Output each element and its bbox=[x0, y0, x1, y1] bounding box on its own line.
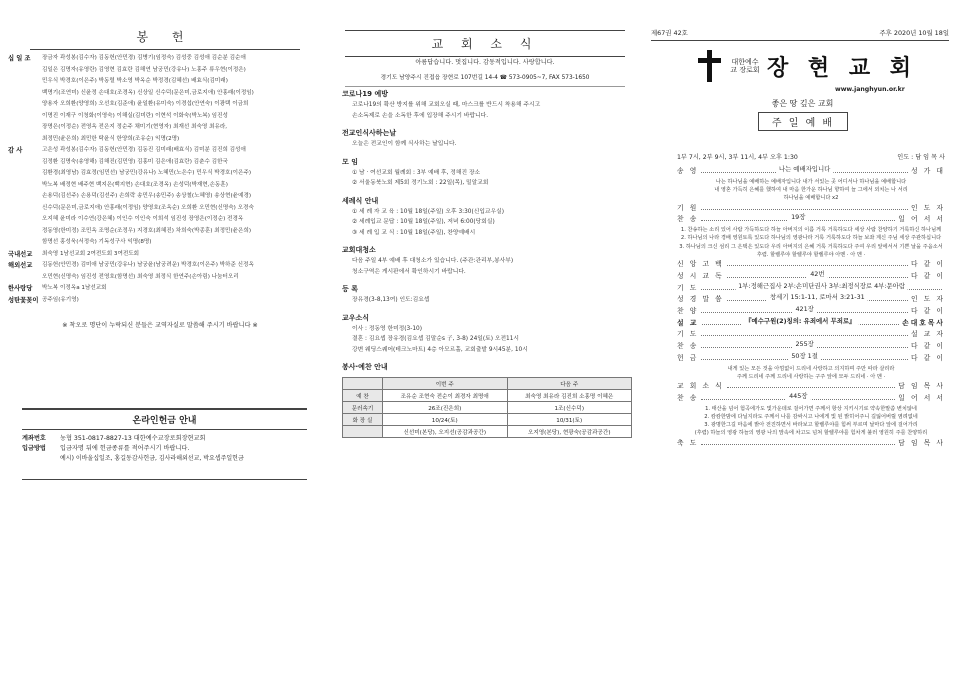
order-item-leader-line bbox=[727, 381, 896, 388]
news-item-line: ① 남 · 여선교회 월례회 : 3부 예배 후, 정해진 장소 bbox=[352, 169, 481, 176]
offering-row bbox=[8, 99, 308, 111]
duty-cell: 신선미(본당), 오지선(공감과공간) bbox=[383, 426, 508, 438]
offering-names: 박노복 배정현 배주현 백지은(백지현) 손대호(조경옥) 손성덕(박재현,손동훈) bbox=[42, 181, 228, 188]
order-item-name: 교 회 소 식 bbox=[677, 382, 724, 391]
offering-row bbox=[8, 122, 308, 134]
offering-row bbox=[8, 272, 308, 284]
offering-names: 정동영(한미정) 조민옥 조명순(조정우) 지경호(최혜진) 차희숙(박종훈) 최정민(윤은희) bbox=[42, 227, 252, 234]
order-of-worship bbox=[677, 166, 945, 449]
news-item-title: 전교인식사하는날 bbox=[342, 129, 397, 137]
order-lyrics-line: 후렴. 할렐루야 할렐루야 할렐루야 아멘 · 아 멘 · bbox=[756, 251, 866, 258]
offering-row bbox=[8, 134, 308, 146]
offering-category: 국내선교 bbox=[8, 250, 33, 258]
offering-names: 최정민(윤은희) 최민한 탁윤식 한양희(조유순) 익명(2명) bbox=[42, 135, 180, 142]
online-offering-box bbox=[22, 408, 307, 480]
order-lyrics-line: 하나님을 예배합니다 x2 bbox=[783, 195, 839, 202]
order-lyrics-line: 3. 하나님의 크신 섬리 그 은택은 있도다 우리 아버지의 은혜 거룩 거룩하도다 주여 우리 앞에서서 기쁜 날을 주옵소서 bbox=[679, 243, 943, 250]
offering-row bbox=[8, 157, 308, 169]
order-lyrics-line: 3. 광명한그길 마음에 밝아 전진하면서 바라보고 할렐루야를 힘써 부르며 날마다 앞에 걸어가리 bbox=[704, 422, 918, 429]
offering-category bbox=[8, 180, 42, 192]
order-item-detail: 『예수구원(2)칭의: 유죄에서 무죄로』 bbox=[742, 316, 858, 328]
order-item-leader-line bbox=[701, 353, 908, 360]
order-item bbox=[677, 438, 945, 450]
order-item-person: 다 같 이 bbox=[910, 307, 945, 315]
order-item-leader-line bbox=[701, 214, 895, 221]
service-times-row bbox=[677, 152, 945, 161]
news-item-line: 강변 웨딩스퀘어(테크노마트) 4층 아모르홀, 교회출발 9시45분, 10시 bbox=[352, 346, 528, 353]
order-item-name: 송 영 bbox=[677, 167, 699, 175]
duty-cell: 조유순 조현숙 전순이 최경자 최명애 bbox=[383, 390, 508, 402]
news-item-title: 코로나19 예방 bbox=[342, 90, 388, 98]
offering-row bbox=[8, 226, 308, 238]
order-item-leader-line bbox=[727, 271, 908, 278]
offering-names: 민우식 박경호(이은주) 박동렬 박소영 박옥순 박정경(김혜선) 배효식(김미래) bbox=[42, 78, 228, 84]
offering-category bbox=[8, 88, 42, 100]
order-item-person: 인 도 자 bbox=[910, 203, 945, 212]
offerings-column bbox=[0, 0, 315, 679]
offering-category: 성탄꽃꽂이 bbox=[8, 296, 39, 304]
order-item-person: 담 임 목 사 bbox=[898, 382, 945, 391]
service-title: 주 일 예 배 bbox=[758, 112, 848, 131]
account-value: 농협 351-0817-8827-13 대한예수교장로회장현교회 bbox=[60, 435, 206, 442]
news-item-title: 등 록 bbox=[342, 285, 358, 293]
issue-bar bbox=[651, 28, 949, 41]
news-item-title: 모 임 bbox=[342, 157, 358, 166]
order-lyrics-line: 내게 있는 모든 것을 아낌없이 드리네 사랑하고 의지하며 주만 따라 살리라 bbox=[727, 365, 895, 372]
offering-category bbox=[8, 65, 42, 77]
order-item-person: 설 교 자 bbox=[910, 330, 945, 339]
duty-cell: 최숙영 최유라 김진희 소홍명 이혜은 bbox=[507, 390, 632, 402]
offerings-title: 봉 헌 bbox=[30, 28, 300, 50]
order-item-detail: 창세기 15:1-11, 로마서 3:21-31 bbox=[767, 292, 868, 304]
offering-category bbox=[8, 226, 42, 238]
news-item-line: 청소구역은 게시판에서 확인하시기 바랍니다. bbox=[352, 268, 466, 275]
order-item-person: 다 같 이 bbox=[910, 271, 945, 280]
order-item-name: 찬 송 bbox=[677, 342, 699, 351]
order-lyrics-line: 1. 태산을 넘어 험곡에가도 빛가운데로 걸어가면 주께서 항상 지키시기로 약속한말씀 변치않네 bbox=[705, 405, 917, 412]
duty-cell: 화 장 실 bbox=[343, 414, 383, 426]
duty-row bbox=[343, 390, 632, 402]
offering-names: 오지혜 윤미라 이수연(강은혜) 이인수 이인숙 이희석 임진성 장영은(이정순) 전경옥 bbox=[42, 216, 244, 222]
news-item bbox=[342, 195, 632, 239]
order-item-person: 인 도 자 bbox=[910, 295, 945, 304]
news-item bbox=[342, 283, 632, 306]
offering-category bbox=[8, 237, 42, 249]
offering-names: 김환경(최영남) 김효정(임민선) 남궁민(강유나) 노혜민(노은수) 민우식 박경호(이은주) bbox=[42, 170, 252, 176]
order-item-person: 일 어 서 서 bbox=[898, 393, 945, 402]
order-item-name: 기 원 bbox=[677, 203, 699, 212]
offering-category: 해외선교 bbox=[8, 262, 33, 269]
offering-names: 김정환 김명숙(송영해) 김해진(김민영) 김홍미 김은애(김효란) 김춘수 김한국 bbox=[42, 158, 228, 165]
order-item-person: 일 어 서 서 bbox=[898, 215, 945, 224]
order-item-leader-line bbox=[727, 294, 908, 301]
duty-cell: 오지영(본당), 현광숙(공감과공간) bbox=[507, 426, 632, 438]
order-item-name: 기 도 bbox=[677, 330, 699, 339]
church-motto: 좋은 땅 깊은 교회 bbox=[771, 99, 834, 108]
order-item-person: 손대호목사 bbox=[902, 318, 945, 327]
offering-category bbox=[8, 99, 42, 111]
news-item-line: 다음 주일 4부 예배 후 대청소가 있습니다. (주관:관리부,봉사부) bbox=[352, 258, 514, 264]
offering-names: 박노복 이정옥a 1남선교회 bbox=[42, 285, 107, 291]
worship-column bbox=[645, 0, 960, 679]
news-item-line: 손소독제로 손을 소독한 후에 입장해 주시기 바랍니다. bbox=[352, 112, 489, 119]
order-item-name: 축 도 bbox=[677, 438, 699, 447]
duty-cell: 문러속기 bbox=[343, 402, 383, 414]
news-item-line: 결혼 : 김요셉 장유경(김요셉 김말순s 子, 3-8) 24일(토) 오전11시 bbox=[352, 336, 520, 342]
order-item-leader-line bbox=[701, 393, 895, 400]
offerings-list bbox=[8, 53, 308, 306]
news-item-line: 장유경(3-8,13여) 인도:김요셉 bbox=[352, 297, 430, 303]
offering-names: 고은성 곽성봉(김수자) 김동헌(안민경) 김동진 김미래(배효식) 김미분 김진희 김성애 bbox=[42, 147, 246, 153]
order-item-detail: 42번 bbox=[807, 269, 827, 281]
offering-category bbox=[8, 134, 42, 146]
offering-row bbox=[8, 214, 308, 226]
order-item-detail: 421장 bbox=[792, 304, 816, 316]
offering-row bbox=[8, 191, 308, 203]
duty-cell: 10/24(토) bbox=[383, 414, 508, 426]
order-item-person: 다 같 이 bbox=[910, 260, 945, 269]
offering-category bbox=[8, 203, 42, 215]
offering-names: 함명선 홍성욱(서정숙) 기독성구사 익명(8명) bbox=[42, 239, 152, 245]
offering-category bbox=[8, 168, 42, 180]
order-item-leader-line bbox=[701, 329, 908, 336]
account-row bbox=[22, 434, 307, 444]
method-value: 입금자명 뒤에 헌금종류를 적어주시기 바랍니다. bbox=[60, 445, 190, 452]
offering-category bbox=[8, 76, 42, 88]
duty-cell: 예 찬 bbox=[343, 390, 383, 402]
offering-row bbox=[8, 237, 308, 249]
order-item-leader-line bbox=[701, 203, 908, 210]
order-lyrics-line: 나는 하나님을 예배하는 예배자입니다 내가 서있는 곳 어디서나 하나님을 예배합니다 bbox=[715, 178, 907, 185]
offering-row bbox=[8, 180, 308, 192]
order-item-detail: 19장 bbox=[788, 212, 808, 224]
duty-header: 다음 주 bbox=[507, 378, 632, 390]
duty-row bbox=[343, 414, 632, 426]
offering-row bbox=[8, 203, 308, 215]
cross-icon bbox=[695, 48, 725, 84]
offering-names: 백명기(조연미) 신윤정 손대호(조경옥) 신상일 신수덕(문은미,금로지애) 안홍래(이정임) bbox=[42, 89, 254, 96]
offering-row bbox=[8, 76, 308, 88]
church-address: 경기도 남양주시 진접읍 장현로 107번길 14-4 ☎ 573-0905~7, FAX 573-1650 bbox=[345, 72, 625, 87]
offering-names: 손용덕(김선주) 손용덕(김선주) 손희락 송민우(송민주) 송상철(노혜영) 송상현(윤예경) bbox=[42, 193, 252, 199]
order-item-leader-line bbox=[701, 341, 908, 348]
logo-denomination: 대한예수교 장로회 bbox=[730, 58, 760, 74]
offering-names: 장금자 곽성봉(김수자) 김동헌(안민경) 김병기(임정숙) 김성중 김성애 김순분 김순애 bbox=[42, 55, 246, 61]
method-label: 입금방법 bbox=[22, 445, 46, 452]
order-item-name: 찬 송 bbox=[677, 215, 699, 224]
order-item-detail: 나는 예배자입니다 bbox=[776, 164, 833, 176]
offering-row bbox=[8, 88, 308, 100]
duty-title: 봉사·예찬 안내 bbox=[342, 363, 388, 371]
order-item-name: 설 교 bbox=[677, 318, 699, 327]
duty-header bbox=[343, 378, 383, 390]
order-item-leader-line bbox=[701, 283, 942, 290]
order-item-leader-line bbox=[701, 438, 895, 445]
news-title: 교 회 소 식 bbox=[345, 30, 625, 57]
duty-row bbox=[343, 426, 632, 438]
issue-number: 제67권 42호 bbox=[651, 29, 688, 37]
church-logo bbox=[695, 46, 940, 86]
order-item-name: 찬 송 bbox=[677, 393, 699, 402]
news-item bbox=[342, 156, 632, 189]
news-item-line: ③ 세 례 입 교 식 : 10월 18일(주일), 찬양예배시 bbox=[352, 229, 476, 236]
order-item-name: 기 도 bbox=[677, 283, 699, 292]
offering-category: 한사랑당 bbox=[8, 285, 33, 292]
offering-names: 오민현(신명숙) 임진성 전영호(함명선) 최숙영 최정식 한연주(손아림) 나눔터오리 bbox=[42, 273, 239, 280]
offering-row bbox=[8, 111, 308, 123]
offering-names: 김동헌(안민경) 김미애 남궁민(강유나) 남궁윤(남궁려운) 박경호(이은주) 박하준 신정옥 bbox=[42, 262, 254, 268]
order-lyrics-line: 2. 하나님의 나라 경배 영원토록 있도다 하나님의 영광나라 거룩 거룩하도다 하늘 보좌 계신 주님 세상 주관하십니다 bbox=[680, 235, 942, 242]
offering-category bbox=[8, 214, 42, 226]
offering-row bbox=[8, 168, 308, 180]
offering-names: 양용자 오희환(양영희) 오선호(김준애) 윤일환(유미숙) 이경섭(안연숙) 이광택 이금희 bbox=[42, 101, 249, 107]
order-item-name: 성 경 말 씀 bbox=[677, 295, 724, 304]
offering-names: 이명진 이재구 이청화(이영숙) 이해실(김미란) 이현석 이화숙(박노복) 임진성 bbox=[42, 112, 228, 119]
order-item-person: 다 같 이 bbox=[910, 342, 945, 351]
issue-date: 주후 2020년 10월 18일 bbox=[879, 29, 949, 37]
news-item-title: 교회대청소 bbox=[342, 246, 376, 254]
news-item-line: 이사 : 정동영 한미정(3-10) bbox=[352, 325, 422, 332]
order-lyrics-line: 1. 찬송하는 소리 있어 사람 가득하도다 하늘 아버지의 이름 거룩 거룩하도다 세상 사람 찬양하기 거룩하신 하나님께 bbox=[680, 227, 942, 233]
news-item bbox=[342, 312, 632, 356]
church-website: www.janghyun.or.kr bbox=[835, 86, 905, 93]
offering-names: 신수덕(문은미,금로지애) 안홍래(이정임) 양영호(조옥순) 오희환 오민현(신명숙) 오경숙 bbox=[42, 204, 254, 211]
offering-row bbox=[8, 249, 308, 261]
news-item-title: 세례식 안내 bbox=[342, 196, 379, 205]
offering-category bbox=[8, 122, 42, 134]
duty-cell bbox=[343, 426, 383, 438]
order-item-name: 찬 양 bbox=[677, 307, 699, 315]
news-item-line: ② 세례입교 문답 : 10월 18일(주일), 저녁 6:00(당회실) bbox=[352, 219, 495, 225]
offering-category bbox=[8, 111, 42, 123]
offering-category: 십 일 조 bbox=[8, 55, 31, 62]
offering-names: 최숙영 1남선교회 2여전도회 3여전도회 bbox=[42, 250, 140, 257]
order-lyrics-line: 내 영혼 가득히 은혜를 했하여 내 마음 한가운 하나님 향하여 늘 그에서 외치는 나 서리 bbox=[714, 187, 908, 193]
order-lyrics-line: 2. 캄캄한밤에 다닐지라도 주께서 나를 감싸시고 나에게 빛 된 밝히어주니 길잃어버릴 염려없네 bbox=[704, 413, 918, 420]
duty-header-row bbox=[343, 378, 632, 390]
news-item-title: 교우소식 bbox=[342, 313, 370, 322]
offering-category bbox=[8, 272, 42, 284]
offering-row bbox=[8, 283, 308, 295]
order-item-leader-line bbox=[701, 166, 908, 173]
offering-row bbox=[8, 260, 308, 272]
order-item-detail: 255장 bbox=[792, 339, 816, 351]
duty-cell: 10/31(토) bbox=[507, 414, 632, 426]
order-lyrics-line: (후렴) 하늘의 영광 하늘의 영광 나의 맘속에 차고도 넘쳐 할렐루야를 힘차게 불러 영원히 주를 찬양하리 bbox=[694, 430, 928, 437]
duty-cell: 26조(진은희) bbox=[383, 402, 508, 414]
order-item bbox=[677, 203, 945, 215]
online-offering-title: 온라인헌금 안내 bbox=[22, 410, 307, 430]
duty-table bbox=[342, 377, 632, 438]
news-item-line: ② 서울동북노회 제5회 정기노회 : 22일(목), 밀알교회 bbox=[352, 180, 489, 186]
offering-names: 공주임(유기영) bbox=[42, 296, 79, 303]
order-item-name: 성 시 교 독 bbox=[677, 271, 724, 280]
offerings-note: ※ 착오로 명단이 누락되신 분들은 교역자실로 말씀해 주시기 바랍니다 ※ bbox=[62, 322, 258, 329]
offering-category bbox=[8, 191, 42, 203]
offering-names: 김일은 김명자(유영란) 김영현 김효란 김해연 남궁민(강유나) 노홍주 류우현(이정은) bbox=[42, 66, 246, 73]
order-item-person: 담 임 목 사 bbox=[898, 438, 945, 447]
news-item bbox=[342, 88, 632, 121]
method-row bbox=[22, 444, 307, 454]
news-item bbox=[342, 244, 632, 277]
duty-row bbox=[343, 402, 632, 414]
offering-row bbox=[8, 65, 308, 77]
order-item-name: 신 앙 고 백 bbox=[677, 260, 724, 269]
order-item bbox=[677, 381, 945, 393]
news-subtitle: 아름답습니다. 멋집니다. 감동적입니다. 사랑합니다. bbox=[415, 59, 555, 66]
order-item-detail: 1부:정해근집사 2부:손미단권사 3부:최정식장로 4부:문아람 bbox=[735, 281, 908, 293]
news-column bbox=[330, 0, 635, 679]
offering-row bbox=[8, 53, 308, 65]
offering-row bbox=[8, 295, 308, 307]
news-item-line: 코로나19의 확산 방지를 위해 교회오실 때, 마스크를 반드시 착용해 주시고 bbox=[352, 102, 541, 108]
order-item-name: 헌 금 bbox=[677, 353, 699, 362]
news-list bbox=[342, 88, 632, 438]
offering-row bbox=[8, 145, 308, 157]
duty-cell: 1조(신수덕) bbox=[507, 402, 632, 414]
news-item-line: ① 세 례 자 교 육 : 10월 18일(주일) 오후 3:30(신입교우실) bbox=[352, 208, 504, 215]
order-item bbox=[677, 214, 945, 226]
news-item-line: 오늘은 전교인이 함께 식사하는 날입니다. bbox=[352, 141, 457, 147]
order-item-leader-line bbox=[701, 306, 908, 313]
order-item-leader-line bbox=[727, 259, 908, 266]
news-item bbox=[342, 127, 632, 150]
offering-category: 감 사 bbox=[8, 147, 23, 154]
duty-header: 이번 주 bbox=[383, 378, 508, 390]
order-item bbox=[677, 166, 945, 178]
method-example: 예시) 이바울십일조, 홍길동감사헌금, 김사라해외선교, 박요셉주일헌금 bbox=[60, 455, 244, 462]
order-item-person: 다 같 이 bbox=[910, 353, 945, 362]
offering-category bbox=[8, 157, 42, 169]
order-item-person: 성 가 대 bbox=[910, 167, 945, 175]
order-item-detail: 50장 1절 bbox=[788, 351, 821, 363]
order-item-leader-line bbox=[702, 318, 900, 325]
logo-church-name: 장 현 교 회 bbox=[767, 54, 917, 81]
service-times: 1부 7시, 2부 9시, 3부 11시, 4부 오후 1:30 bbox=[677, 154, 798, 161]
order-lyrics-line: 주께 드리네 주께 드리네 사랑하는 구주 앞에 모두 드리네 · 아 멘 · bbox=[736, 373, 886, 380]
order-item bbox=[677, 318, 945, 330]
order-item bbox=[677, 393, 945, 405]
order-item-detail: 445장 bbox=[786, 391, 810, 403]
order-item bbox=[677, 353, 945, 365]
account-label: 계좌번호 bbox=[22, 435, 46, 442]
offering-names: 장명은(이정순) 전영옥 전은지 정순주 채미기(현영자) 최재선 최숙영 최유라, bbox=[42, 124, 228, 130]
service-leader: 인도 : 담 임 목 사 bbox=[897, 154, 945, 161]
